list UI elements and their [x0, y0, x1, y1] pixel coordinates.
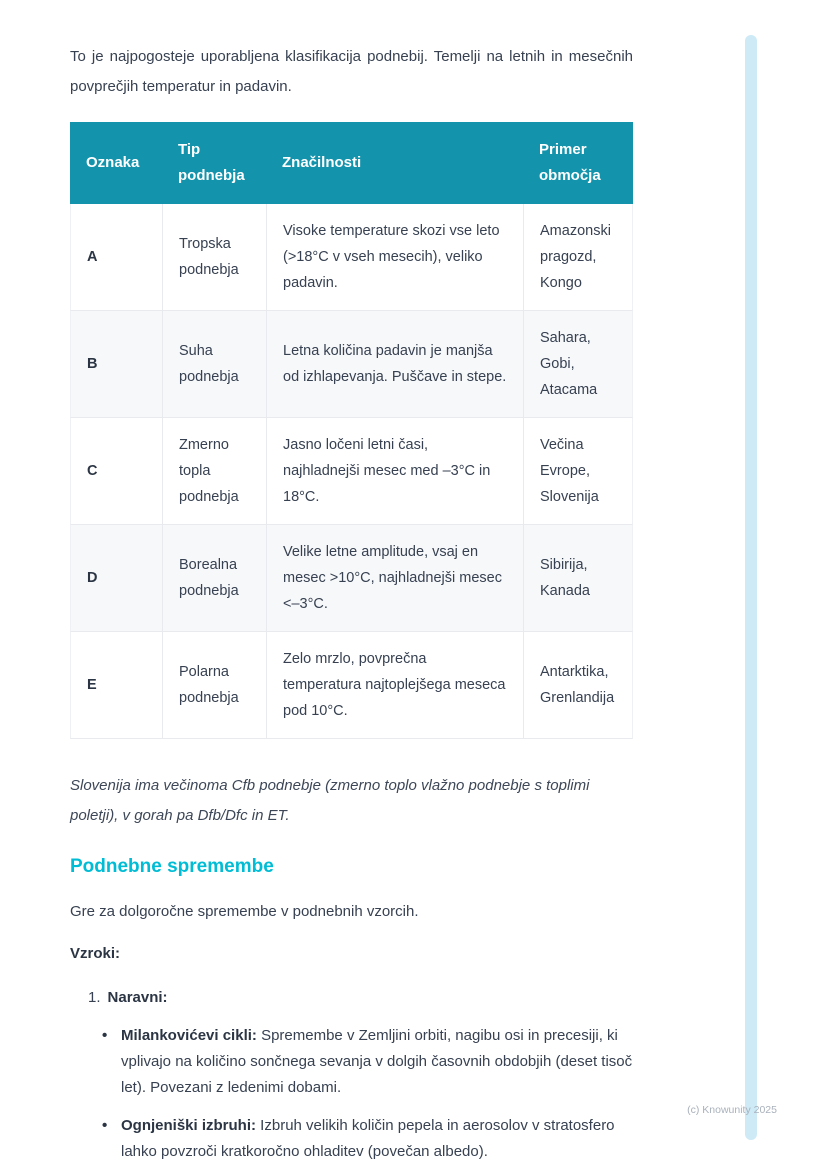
cell-examples: Sibirija, Kanada — [540, 557, 590, 599]
cell-examples: Večina Evrope, Slovenija — [540, 437, 599, 505]
cell-features: Letna količina padavin je manjša od izhlapevanja. Puščave in stepe. — [267, 311, 524, 417]
numbered-item — [88, 985, 633, 1011]
bullet-lead: Milankovićevi cikli: — [121, 1027, 257, 1044]
cell-examples: Sahara, Gobi, Atacama — [540, 330, 598, 398]
item-label: Naravni: — [107, 989, 168, 1006]
table-header-row — [70, 122, 633, 204]
cell-type: Tropska podnebja — [163, 204, 267, 310]
cell-type: Zmerno topla podnebja — [163, 418, 267, 524]
table-row — [70, 525, 633, 632]
cell-code: A — [71, 204, 163, 310]
bullet-item — [102, 1023, 633, 1101]
table-row — [70, 632, 633, 739]
numbered-list — [70, 985, 633, 1165]
cell-code: D — [71, 525, 163, 631]
cell-code: E — [71, 632, 163, 738]
header-cell-tip-podnebja: Tip podnebja — [178, 141, 245, 184]
watermark: (c) Knowunity 2025 — [687, 1104, 777, 1116]
bullet-lead: Ognjeniški izbruhi: — [121, 1117, 257, 1134]
document-content — [70, 42, 633, 1165]
cell-type: Suha podnebja — [163, 311, 267, 417]
cell-code: B — [71, 311, 163, 417]
vertical-accent-bar — [745, 35, 757, 1140]
bullet-content — [121, 1023, 633, 1101]
cell-type: Borealna podnebja — [163, 525, 267, 631]
bullet-list — [88, 1023, 633, 1165]
cell-type: Polarna podnebja — [163, 632, 267, 738]
cell-features: Jasno ločeni letni časi, najhladnejši mesec med –3°C in 18°C. — [267, 418, 524, 524]
causes-label: Vzroki: — [70, 945, 121, 962]
cell-examples: Antarktika, Grenlandija — [540, 664, 615, 706]
table-row — [70, 311, 633, 418]
table-row — [70, 204, 633, 311]
cell-features: Visoke temperature skozi vse leto (>18°C v vseh mesecih), veliko padavin. — [267, 204, 524, 310]
cell-code: C — [71, 418, 163, 524]
bullet-item — [102, 1113, 633, 1165]
item-number: 1. — [88, 989, 101, 1006]
climate-classification-table — [70, 122, 633, 739]
header-cell-znacilnosti: Značilnosti — [282, 154, 362, 171]
slovenia-note-paragraph: Slovenija ima večinoma Cfb podnebje (zmerno toplo vlažno podnebje s toplimi poletji), v gorah pa Dfb/Dfc in ET. — [70, 777, 590, 824]
bullet-icon — [102, 1113, 121, 1165]
bullet-content — [121, 1113, 633, 1165]
table-row — [70, 418, 633, 525]
section-intro-paragraph: Gre za dolgoročne spremembe v podnebnih vzorcih. — [70, 903, 419, 920]
cell-examples: Amazonski pragozd, Kongo — [540, 223, 611, 291]
cell-features: Zelo mrzlo, povprečna temperatura najtoplejšega meseca pod 10°C. — [267, 632, 524, 738]
header-cell-oznaka: Oznaka — [86, 154, 140, 171]
bullet-text: Izbruh velikih količin pepela in aerosolov v stratosfero lahko povzroči kratkoročno ohladitev (povečan albedo). — [121, 1117, 615, 1160]
cell-features: Velike letne amplitude, vsaj en mesec >10°C, najhladnejši mesec <–3°C. — [267, 525, 524, 631]
intro-paragraph: To je najpogosteje uporabljena klasifikacija podnebij. Temelji na letnih in mesečnih povprečjih temperatur in padavin. — [70, 48, 633, 95]
bullet-text: Spremembe v Zemljini orbiti, nagibu osi in precesiji, ki vplivajo na količino sončnega sevanja v dolgih časovnih obdobjih (deset tisoč let). Povezani z ledenimi dobami. — [121, 1027, 633, 1096]
section-heading: Podnebne spremembe — [70, 856, 274, 877]
bullet-icon — [102, 1023, 121, 1101]
header-cell-primer-obmocja: Primer območja — [539, 141, 601, 184]
